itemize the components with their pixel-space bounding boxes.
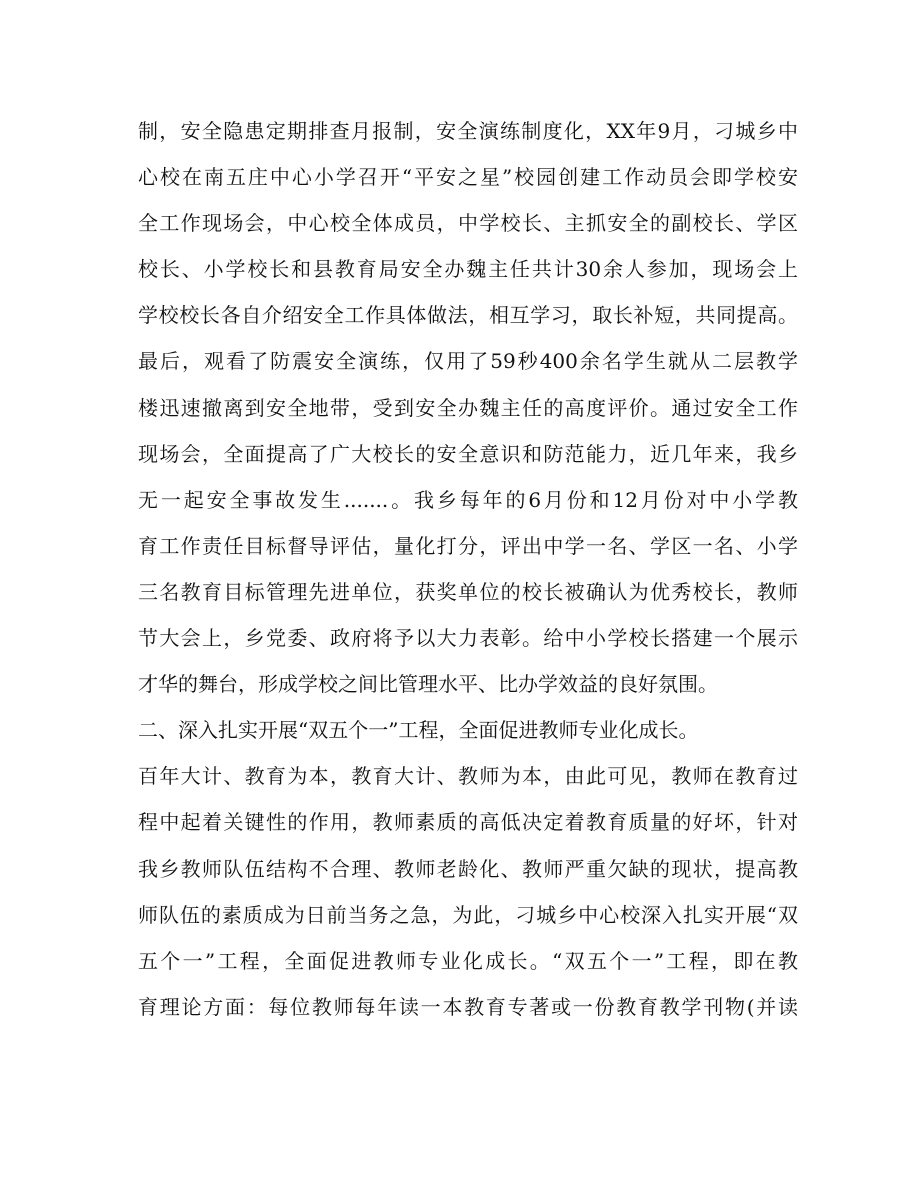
- text-line: 三名教育目标管理先进单位，获奖单位的校长被确认为优秀校长，教师: [138, 579, 798, 604]
- text-line: 全工作现场会，中心校全体成员，中学校长、主抓安全的副校长、学区: [138, 211, 798, 236]
- text-line: 最后，观看了防震安全演练，仅用了59秒400余名学生就从二层教学: [138, 349, 798, 374]
- text-line: 我乡教师队伍结构不合理、教师老龄化、教师严重欠缺的现状，提高教: [138, 856, 798, 881]
- text-line: 楼迅速撤离到安全地带，受到安全办魏主任的高度评价。通过安全工作: [138, 395, 798, 420]
- body-text: [138, 108, 798, 1030]
- text-line: 校长、小学校长和县教育局安全办魏主任共计30余人参加，现场会上: [138, 257, 798, 282]
- text-line: 百年大计、教育为本，教育大计、教师为本，由此可见，教师在教育过: [138, 764, 798, 789]
- text-line: 学校校长各自介绍安全工作具体做法，相互学习，取长补短，共同提高。: [138, 303, 798, 328]
- text-line: 现场会，全面提高了广大校长的安全意识和防范能力，近几年来，我乡: [138, 441, 798, 466]
- text-line: 无一起安全事故发生.......。我乡每年的6月份和12月份对中小学教: [138, 487, 798, 512]
- text-line: 才华的舞台，形成学校之间比管理水平、比办学效益的良好氛围。: [138, 672, 718, 697]
- text-line: 节大会上，乡党委、政府将予以大力表彰。给中小学校长搭建一个展示: [138, 626, 798, 651]
- text-line: 育工作责任目标督导评估，量化打分，评出中学一名、学区一名、小学: [138, 533, 798, 558]
- text-line: 五个一”工程，全面促进教师专业化成长。“双五个一”工程，即在教: [138, 948, 798, 973]
- text-line: 程中起着关键性的作用，教师素质的高低决定着教育质量的好坏，针对: [138, 810, 798, 835]
- section-heading: 二、深入扎实开展“双五个一”工程，全面促进教师专业化成长。: [138, 718, 699, 743]
- text-line: 师队伍的素质成为日前当务之急，为此，刁城乡中心校深入扎实开展“双: [138, 902, 798, 927]
- text-line: 制，安全隐患定期排查月报制，安全演练制度化，XX年9月，刁城乡中: [138, 119, 798, 143]
- text-line: 心校在南五庄中心小学召开“平安之星”校园创建工作动员会即学校安: [138, 165, 798, 190]
- text-line: 育理论方面：每位教师每年读一本教育专著或一份教育教学刊物(并读: [138, 994, 798, 1019]
